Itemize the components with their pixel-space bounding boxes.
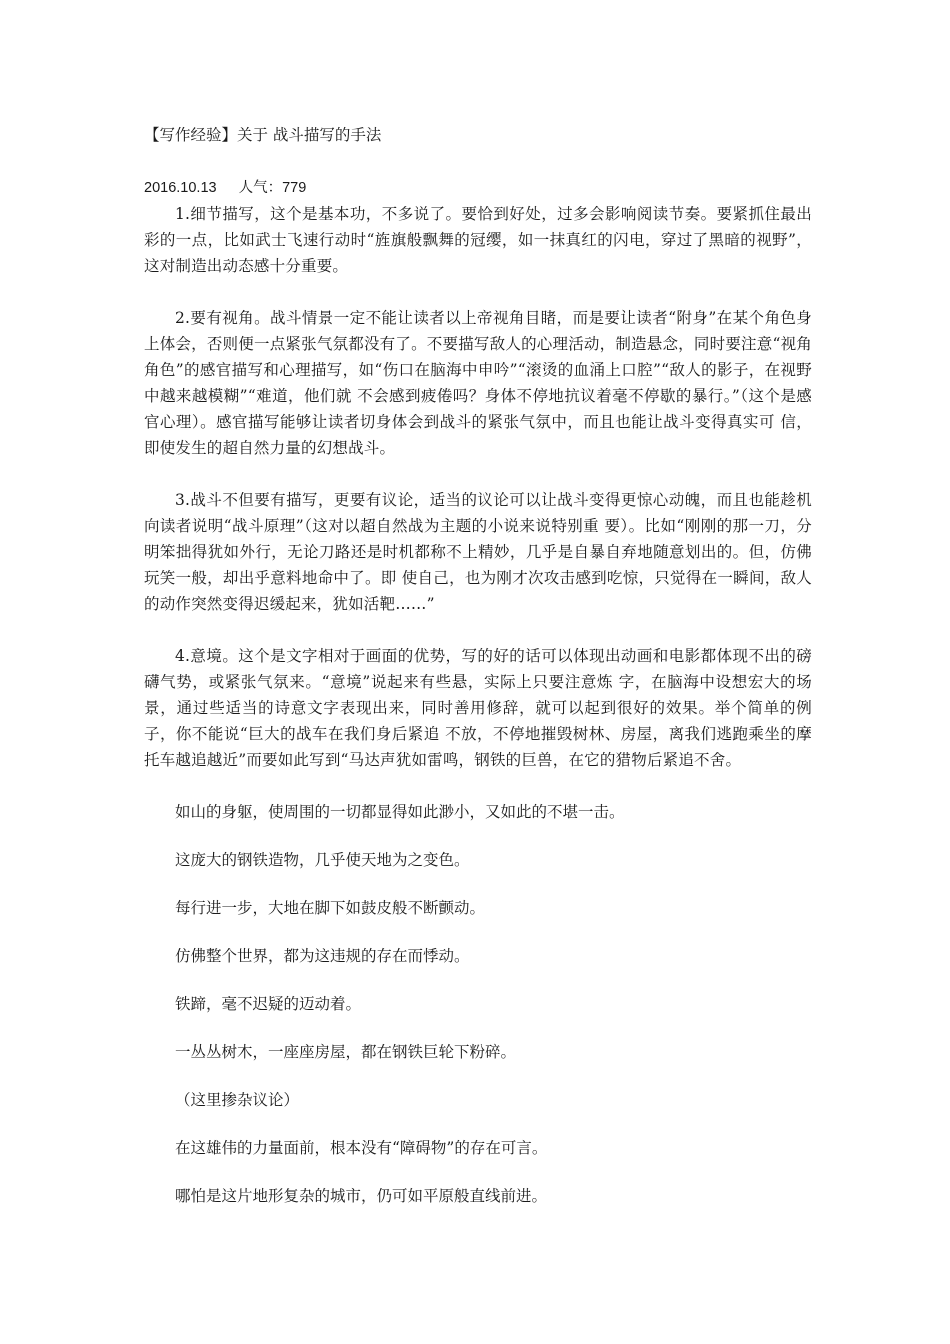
document-page [144, 122, 812, 1209]
example-line: （这里掺杂议论） [175, 1091, 300, 1109]
example-line: 哪怕是这片地形复杂的城市，仍可如平原般直线前进。 [175, 1187, 548, 1205]
popularity-count: 779 [282, 180, 307, 196]
example-line: 如山的身躯，使周围的一切都显得如此渺小，又如此的不堪一击。 [175, 803, 625, 821]
article-title: 【写作经验】关于 战斗描写的手法 [144, 126, 382, 144]
paragraph-artistic-conception: 4.意境。这个是文字相对于画面的优势，写的好的话可以体现出动画和电影都体现不出的磅礴气势，或紧张气氛来。“意境”说起来有些悬，实际上只要注意炼 字，在脑海中设想宏大的场景，通过些适当的诗意文字表现出来，同时善用修辞，就可以起到很好的效果。举个简单的例子，你不能说“巨大的战车在我们身后紧追 不放，不停地摧毁树林、房屋，离我们逃跑乘坐的摩托车越追越近”而要如此写到“马达声犹如雷鸣，钢铁的巨兽，在它的猎物后紧追不舍。 [144, 647, 812, 769]
publish-date: 2016.10.13 [144, 180, 217, 196]
example-line: 一丛丛树木，一座座房屋，都在钢铁巨轮下粉碎。 [175, 1043, 517, 1061]
paragraph-detail-description: 1.细节描写，这个是基本功，不多说了。要恰到好处，过多会影响阅读节奏。要紧抓住最出彩的一点，比如武士飞速行动时“旌旗般飘舞的冠缨，如一抹真红的闪电，穿过了黑暗的视野”，这对制造出动态感十分重要。 [144, 205, 812, 275]
example-line: 仿佛整个世界，都为这违规的存在而悸动。 [175, 947, 470, 965]
example-line: 铁蹄，毫不迟疑的迈动着。 [175, 995, 362, 1013]
popularity-label: 人气： [238, 180, 283, 196]
example-line: 每行进一步，大地在脚下如鼓皮般不断颤动。 [175, 899, 486, 917]
example-line: 这庞大的钢铁造物，几乎使天地为之变色。 [175, 851, 470, 869]
article-meta [144, 175, 812, 201]
paragraph-commentary: 3.战斗不但要有描写，更要有议论，适当的议论可以让战斗变得更惊心动魄，而且也能趁机向读者说明“战斗原理”（这对以超自然战为主题的小说来说特别重 要）。比如“刚刚的那一刀，分明笨拙得犹如外行，无论刀路还是时机都称不上精妙，几乎是自暴自弃地随意划出的。但，仿佛玩笑一般，却出乎意料地命中了。即 使自己，也为刚才次攻击感到吃惊，只觉得在一瞬间，敌人的动作突然变得迟缓起来，犹如活靶……” [144, 491, 812, 613]
example-line: 在这雄伟的力量面前，根本没有“障碍物”的存在可言。 [175, 1139, 548, 1157]
paragraph-perspective: 2.要有视角。战斗情景一定不能让读者以上帝视角目睹，而是要让读者“附身”在某个角色身上体会，否则便一点紧张气氛都没有了。不要描写敌人的心理活动，制造悬念，同时要注意“视角角色”的感官描写和心理描写，如“伤口在脑海中申吟”“滚烫的血涌上口腔”“敌人的影子，在视野中越来越模糊”“难道，他们就 不会感到疲倦吗？身体不停地抗议着毫不停歇的暴行。”（这个是感官心理）。感官描写能够让读者切身体会到战斗的紧张气氛中，而且也能让战斗变得真实可 信，即使发生的超自然力量的幻想战斗。 [144, 309, 812, 457]
